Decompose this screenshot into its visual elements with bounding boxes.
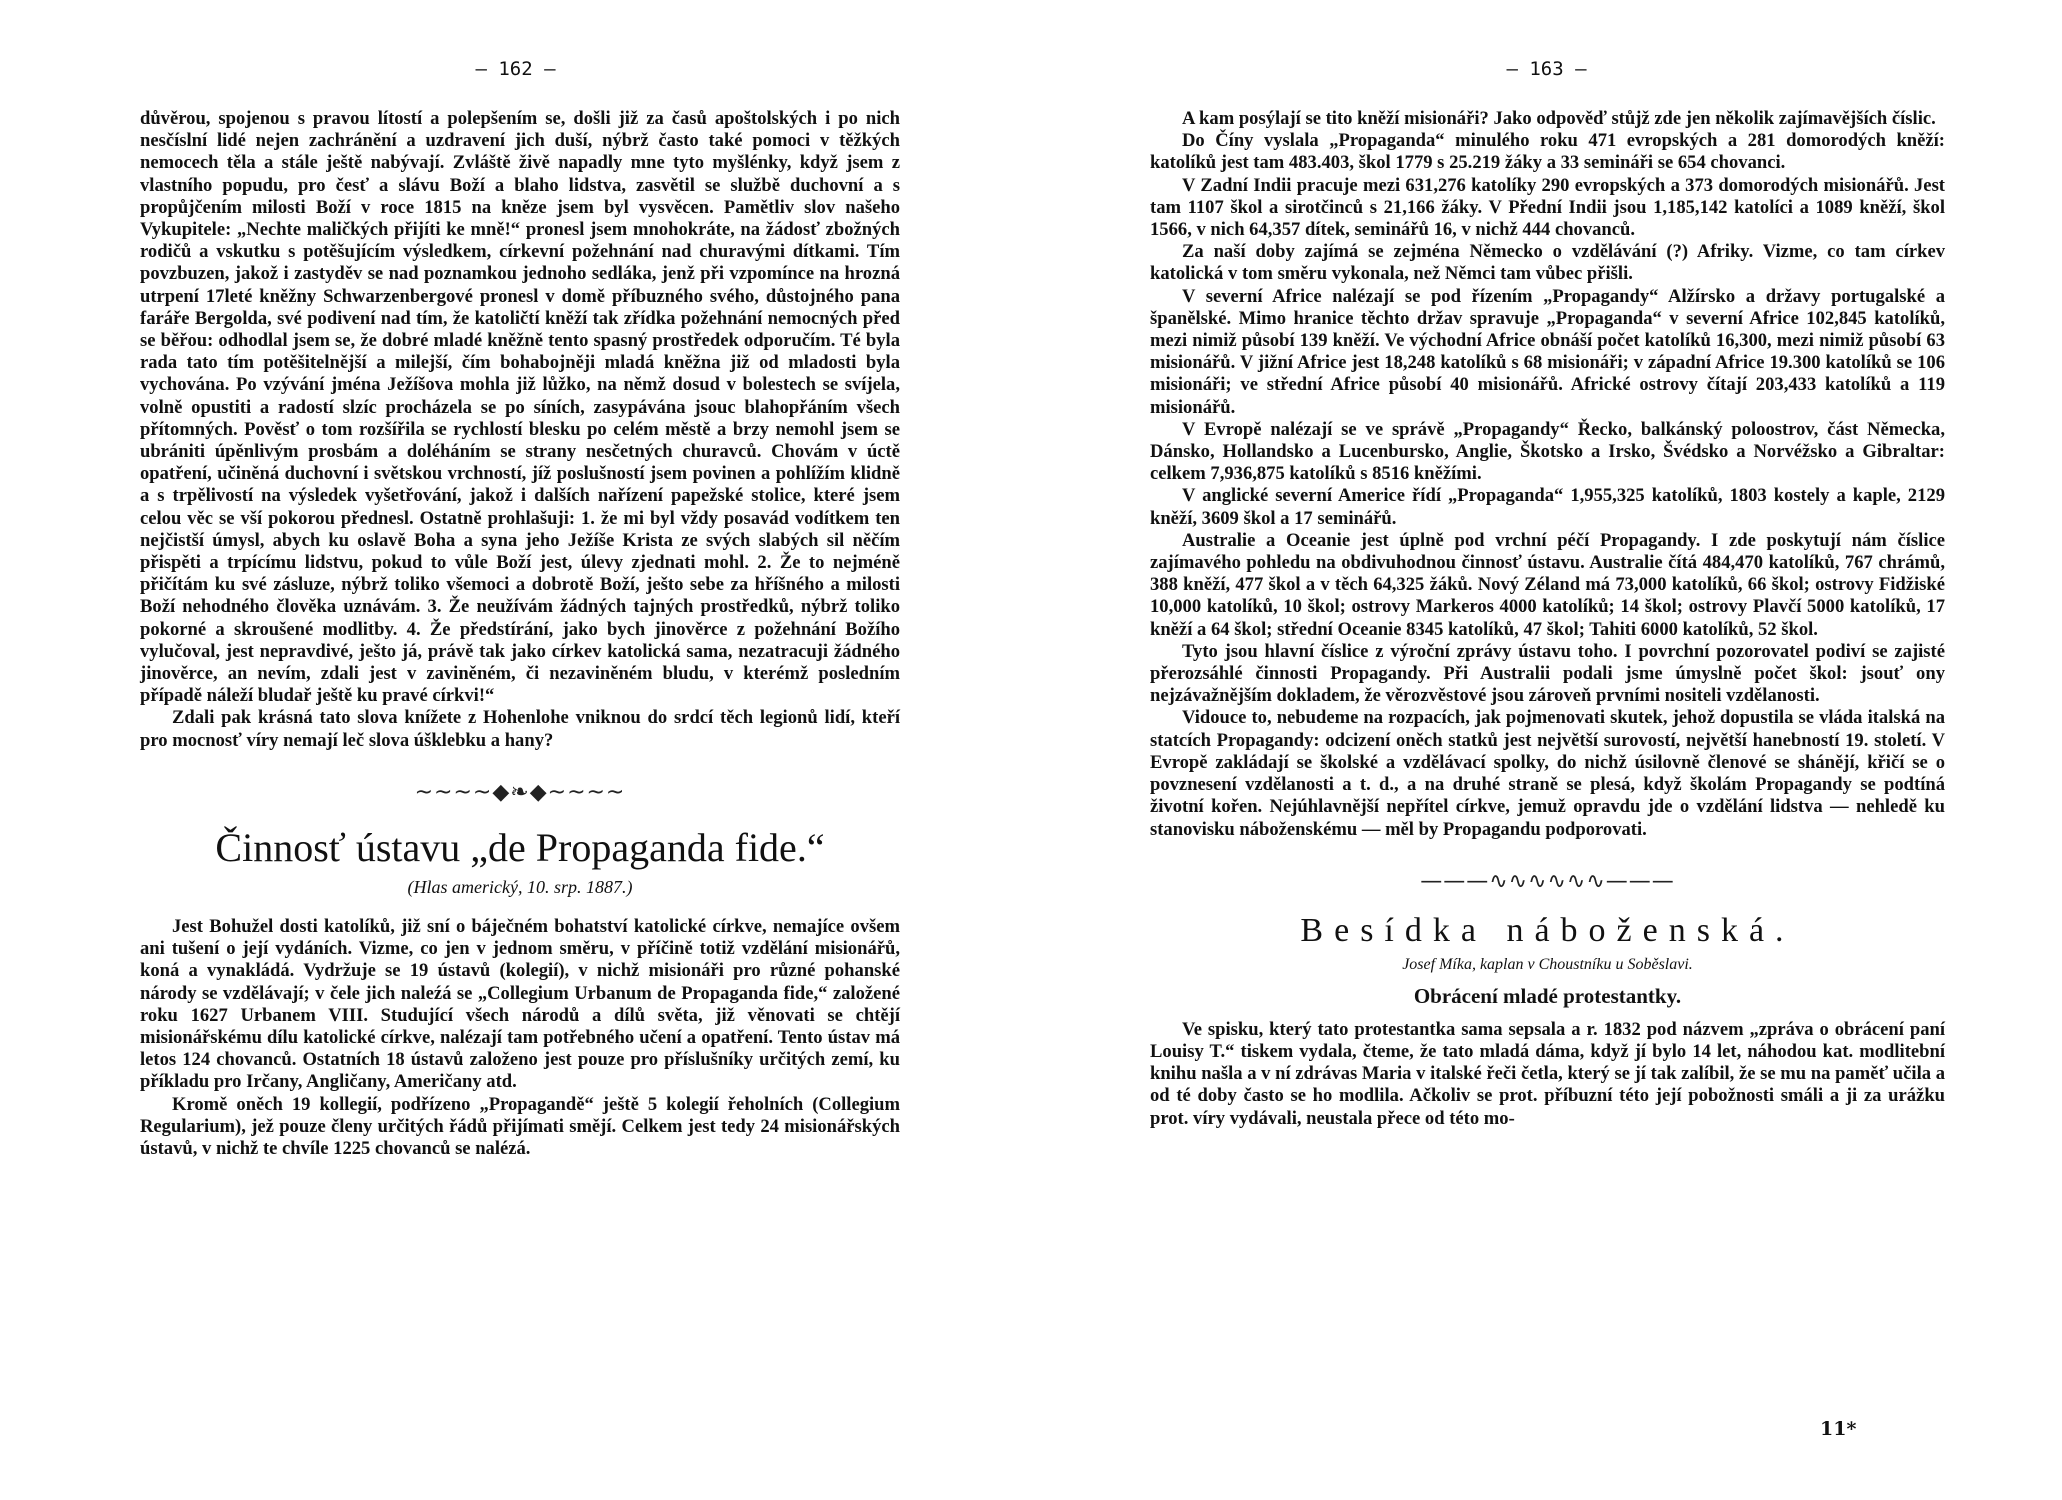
right-paragraph-5: V severní Africe nalézají se pod řízením „Propagandy“ Alžírsko a državy portugalské a španělské. Mimo hranice těchto držav spravuje „Propaganda“ v severní Africe 102,845 katolíků, mezi nimiž působí 139 kněží. Ve východní Africe obnáší počet katolíků 16,300, mezi nimiž působí 63 misionářů. V jižní Africe jest 18,248 katolíků s 68 misionáři; v západní Africe 19.300 katolíků se 106 misionáři; ve střední Africe působí 40 misionářů. Africké ostrovy čítají 203,433 katolíků a 119 misionářů. xyxy=(1150,285,1945,418)
article-source: (Hlas americký, 10. srp. 1887.) xyxy=(407,876,633,897)
right-paragraph-4: Za naší doby zajímá se zejména Německo o vzdělávání (?) Afriky. Vizme, co tam církev katolická v tom směru vykonala, než Němci tam vůbec přišli. xyxy=(1150,241,1945,285)
article-paragraph-1: Jest Bohužel dosti katolíků, již sní o báječném bohatství katolické církve, nemajíce ovšem ani tušení o její vydáních. Vizme, co jen v jednom směru, v příčině totiž vzdělání misionářů, koná a vynakládá. Vydržuje se 19 ústavů (kolegií), v nichž misionáři pro různé pohanské národy se vzdělávají; v čele jich naleźá se „Collegium Urbanum de Propaganda fide,“ založené roku 1627 Urbanem VIII. Studující všech národů a dílů světa, již věnovati se chtějí misionářskému dílu katolické církve, nalézají tam potřebného učení a opatření. Tento ústav má letos 124 chovanců. Ostatních 18 ústavů založeno jest pouze pro příslušníky určitých zemí, ku příkladu pro Irčany, Angličany, Američany atd. xyxy=(140,915,900,1093)
page-number-left: — 162 — xyxy=(475,58,556,80)
signature-mark: 11* xyxy=(1820,1418,1857,1440)
right-paragraph-7: V anglické severní Americe řídí „Propaganda“ 1,955,325 katolíků, 1803 kostely a kaple, 2129 kněží, 3609 škol a 17 seminářů. xyxy=(1150,485,1945,529)
ornament-divider: ~~~~◆❧◆~~~~ xyxy=(414,779,626,805)
right-column xyxy=(1150,108,1945,1130)
right-paragraph-3: V Zadní Indii pracuje mezi 631,276 katolíky 290 evropských a 373 domorodých misionářů. Jest tam 1107 škol a sirotčinců s 21,166 žáky. V Přední Indii jsou 1,185,142 katolíci a 1089 kněží, škol 1566, v nich 64,357 dítek, seminářů 16, v nichž 444 chovanců. xyxy=(1150,174,1945,241)
wavy-divider: ———∿∿∿∿∿∿——— xyxy=(1420,868,1675,894)
page-number-right: — 163 — xyxy=(1506,58,1587,80)
right-paragraph-2: Do Číny vyslala „Propaganda“ minulého roku 471 evropských a 281 domorodých kněží: katolíků jest tam 483.403, škol 1779 s 25.219 žáky a 33 semináři se 654 chovanci. xyxy=(1150,130,1945,174)
continuation-paragraph: důvěrou, spojenou s pravou lítostí a polepšením se, došli již za časů apoštolských i po nich nesčíslní lidé nejen zachránění a uzdravení jich duší, nýbrž často také pomoci v těžkých nemocech těla a stále ještě nabývají. Zvláště živě napadly mne tyto myšlénky, když jsem z vlastního popudu, pro česť a slávu Boží a blaho lidstva, zasvětil se službě duchovní a s propůjčením milosti Boží v roce 1815 na kněze jsem byl vysvěcen. Pamětliv slov našeho Vykupitele: „Nechte maličkých přijíti ke mně!“ pronesl jsem mnohokráte, na žádosť zbožných rodičů a vskutku s potěšujícím výsledkem, církevní požehnání nad churavými dítkami. Tím povzbuzen, jakož i zastyděv se nad poznamkou jednoho sedláka, jenž při vzpomínce na hrozná utrpení 17leté kněžny Schwarzenbergové pronesl v domě příbuzného svého, důstojného pana faráře Bergolda, své podivení nad tím, že katoličtí kněží tak zřídka požehnání nemocných před se běřou: odhodlal jsem se, že dobré mladé kněžně tento spasný prostředek odporučím. Té byla rada tato tím potěšitelnější a milejší, čím bohabojněji mladá kněžna již od mladosti byla vychována. Po vzývání jména Ježíšova mohla již lůžko, na němž dosud v bolestech se svíjela, volně opustiti a radostí slzíc procházela se po síních, zasypávána jsouc blahopřáním všech přítomných. Pověsť o tom rozšířila se rychlostí blesku po celém městě a brzy nemohl jsem se ubrániti úpěnlivým prosbám a doléháním se strany nesčetných churavců. Chovám v úctě opatření, učiněná duchovní i světskou vrchností, jíž poslušností jsem povinen a pohlížím klidně a s trpělivostí na výsledek vyšetřování, jakož i dalších nařízení papežské stolice, které jsem celou věc se vší pokorou přednesl. Ostatně prohlašuji: 1. že mi byl vždy posavád vodítkem ten nejčistší úmysl, abych ku oslavě Boha a syna jeho Ježíše Krista ze svých slabých sil něčím přispěti a trpícímu lidstvu, pokud to vůle Boží jest, úlevy zjednati mohl. 2. Že to nejméně přičítám ku své zásluze, nýbrž toliko všemoci a dobrotě Boží, ješto sebe za hříšného a milosti Boží nehodného člověka uznávám. 3. Že neužívám žádných tajných prostředků, nýbrž toliko pokorné a skroušené modlitby. 4. Že předstírání, jako bych jinověrce z požehnání Božího vylučoval, jest nepravdivé, ješto já, právě tak jako církev katolická sama, nezatracuji žádného jinověrce, an nevím, zdali jest v zaviněném, či nezaviněném bludu, v kterémž posledním případě náleží bludař ještě ku pravé církvi!“ xyxy=(140,108,900,707)
right-paragraph-1: A kam posýlají se tito kněží misionáři? Jako odpověď stůjž zde jen několik zajímavějších číslic. xyxy=(1182,108,1936,129)
right-paragraph-10: Vidouce to, nebudeme na rozpacích, jak pojmenovati skutek, jehož dopustila se vláda italská na statcích Propagandy: odcizení oněch statků jest největší surovostí, největší hanebností 19. století. V Evropě zakládají se školské a vzdělávací spolky, do nichž úsilovně členové se shánějí, křičí se o povznesení vzdělanosti a t. d., a na druhé straně se plesá, když školám Propagandy se podtíná životní kořen. Nejúhlavnější nepřítel církve, jemuž opravdu jde o vzdělání lidstva — nehledě ku stanovisku náboženskému — měl by Propagandu podporovati. xyxy=(1150,707,1945,840)
story-title: Obrácení mladé protestantky. xyxy=(1413,983,1682,1008)
article-title: Činnosť ústavu „de Propaganda fide.“ xyxy=(215,824,825,870)
author-line: Josef Míka, kaplan v Choustníku u Soběslavi. xyxy=(1402,955,1693,973)
article-paragraph-2: Kromě oněch 19 kollegií, podřízeno „Propagandě“ ještě 5 kolegií řeholních (Collegium Regularium), jež pouze členy určitých řádů přijímati smějí. Celkem jest tedy 24 misionářských ústavů, v nichž te chvíle 1225 chovanců se nalézá. xyxy=(140,1093,900,1159)
right-paragraph-6: V Evropě nalézají se ve správě „Propagandy“ Řecko, balkánský poloostrov, část Německa, Dánsko, Hollandsko a Lucenbursko, Anglie, Škotsko a Irsko, Švédsko a Norvéžsko a Gibraltar: celkem 7,936,875 katolíků s 8516 kněžími. xyxy=(1150,418,1945,485)
section-title: Besídka náboženská. xyxy=(1300,911,1795,949)
left-column xyxy=(140,108,900,1160)
closing-paragraph: Zdali pak krásná tato slova knížete z Hohenlohe vniknou do srdcí těch legionů lidí, kteří pro mocnosť víry nemají leč slova úšklebku a hany? xyxy=(140,707,900,751)
right-paragraph-9: Tyto jsou hlavní číslice z výroční zprávy ústavu toho. I povrchní pozorovatel podiví se zajisté přerozsáhlé činnosti Propagandy. Při Australii podali jsme úmyslně počet škol: jsouť ony nejzávažnějším dokladem, že věrozvěstové jsou zároveň prvními nositeli vzdělanosti. xyxy=(1150,640,1945,707)
right-paragraph-8: Australie a Oceanie jest úplně pod vrchní péčí Propagandy. I zde poskytují nám číslice zajímavého pohledu na obdivuhodnou činnosť ústavu. Australie čítá 484,470 katolíků, 767 chrámů, 388 kněží, 477 škol a v těch 64,325 žáků. Nový Zéland má 73,000 katolíků, 66 škol; ostrovy Fidžiské 10,000 katolíků, 10 škol; ostrovy Markeros 4000 katolíků; 14 škol; ostrovy Plavčí 5000 katolíků, 17 kněží a 64 škol; střední Oceanie 8345 katolíků, 47 škol; Tahiti 6000 katolíků, 52 škol. xyxy=(1150,529,1945,640)
story-paragraph: Ve spisku, který tato protestantka sama sepsala a r. 1832 pod názvem „zpráva o obrácení paní Louisy T.“ tiskem vydala, čteme, že tato mladá dáma, když jí bylo 14 let, náhodou kat. modlitební knihu našla a v ní zdrávas Maria v italské řeči četla, který se jí tak zalíbil, že se mu na paměť učila a od té doby často se ho modlila. Ačkoliv se prot. příbuzní této její pobožnosti smáli a ji za urážku prot. víry vydávali, neustala přece od této mo- xyxy=(1150,1018,1945,1129)
